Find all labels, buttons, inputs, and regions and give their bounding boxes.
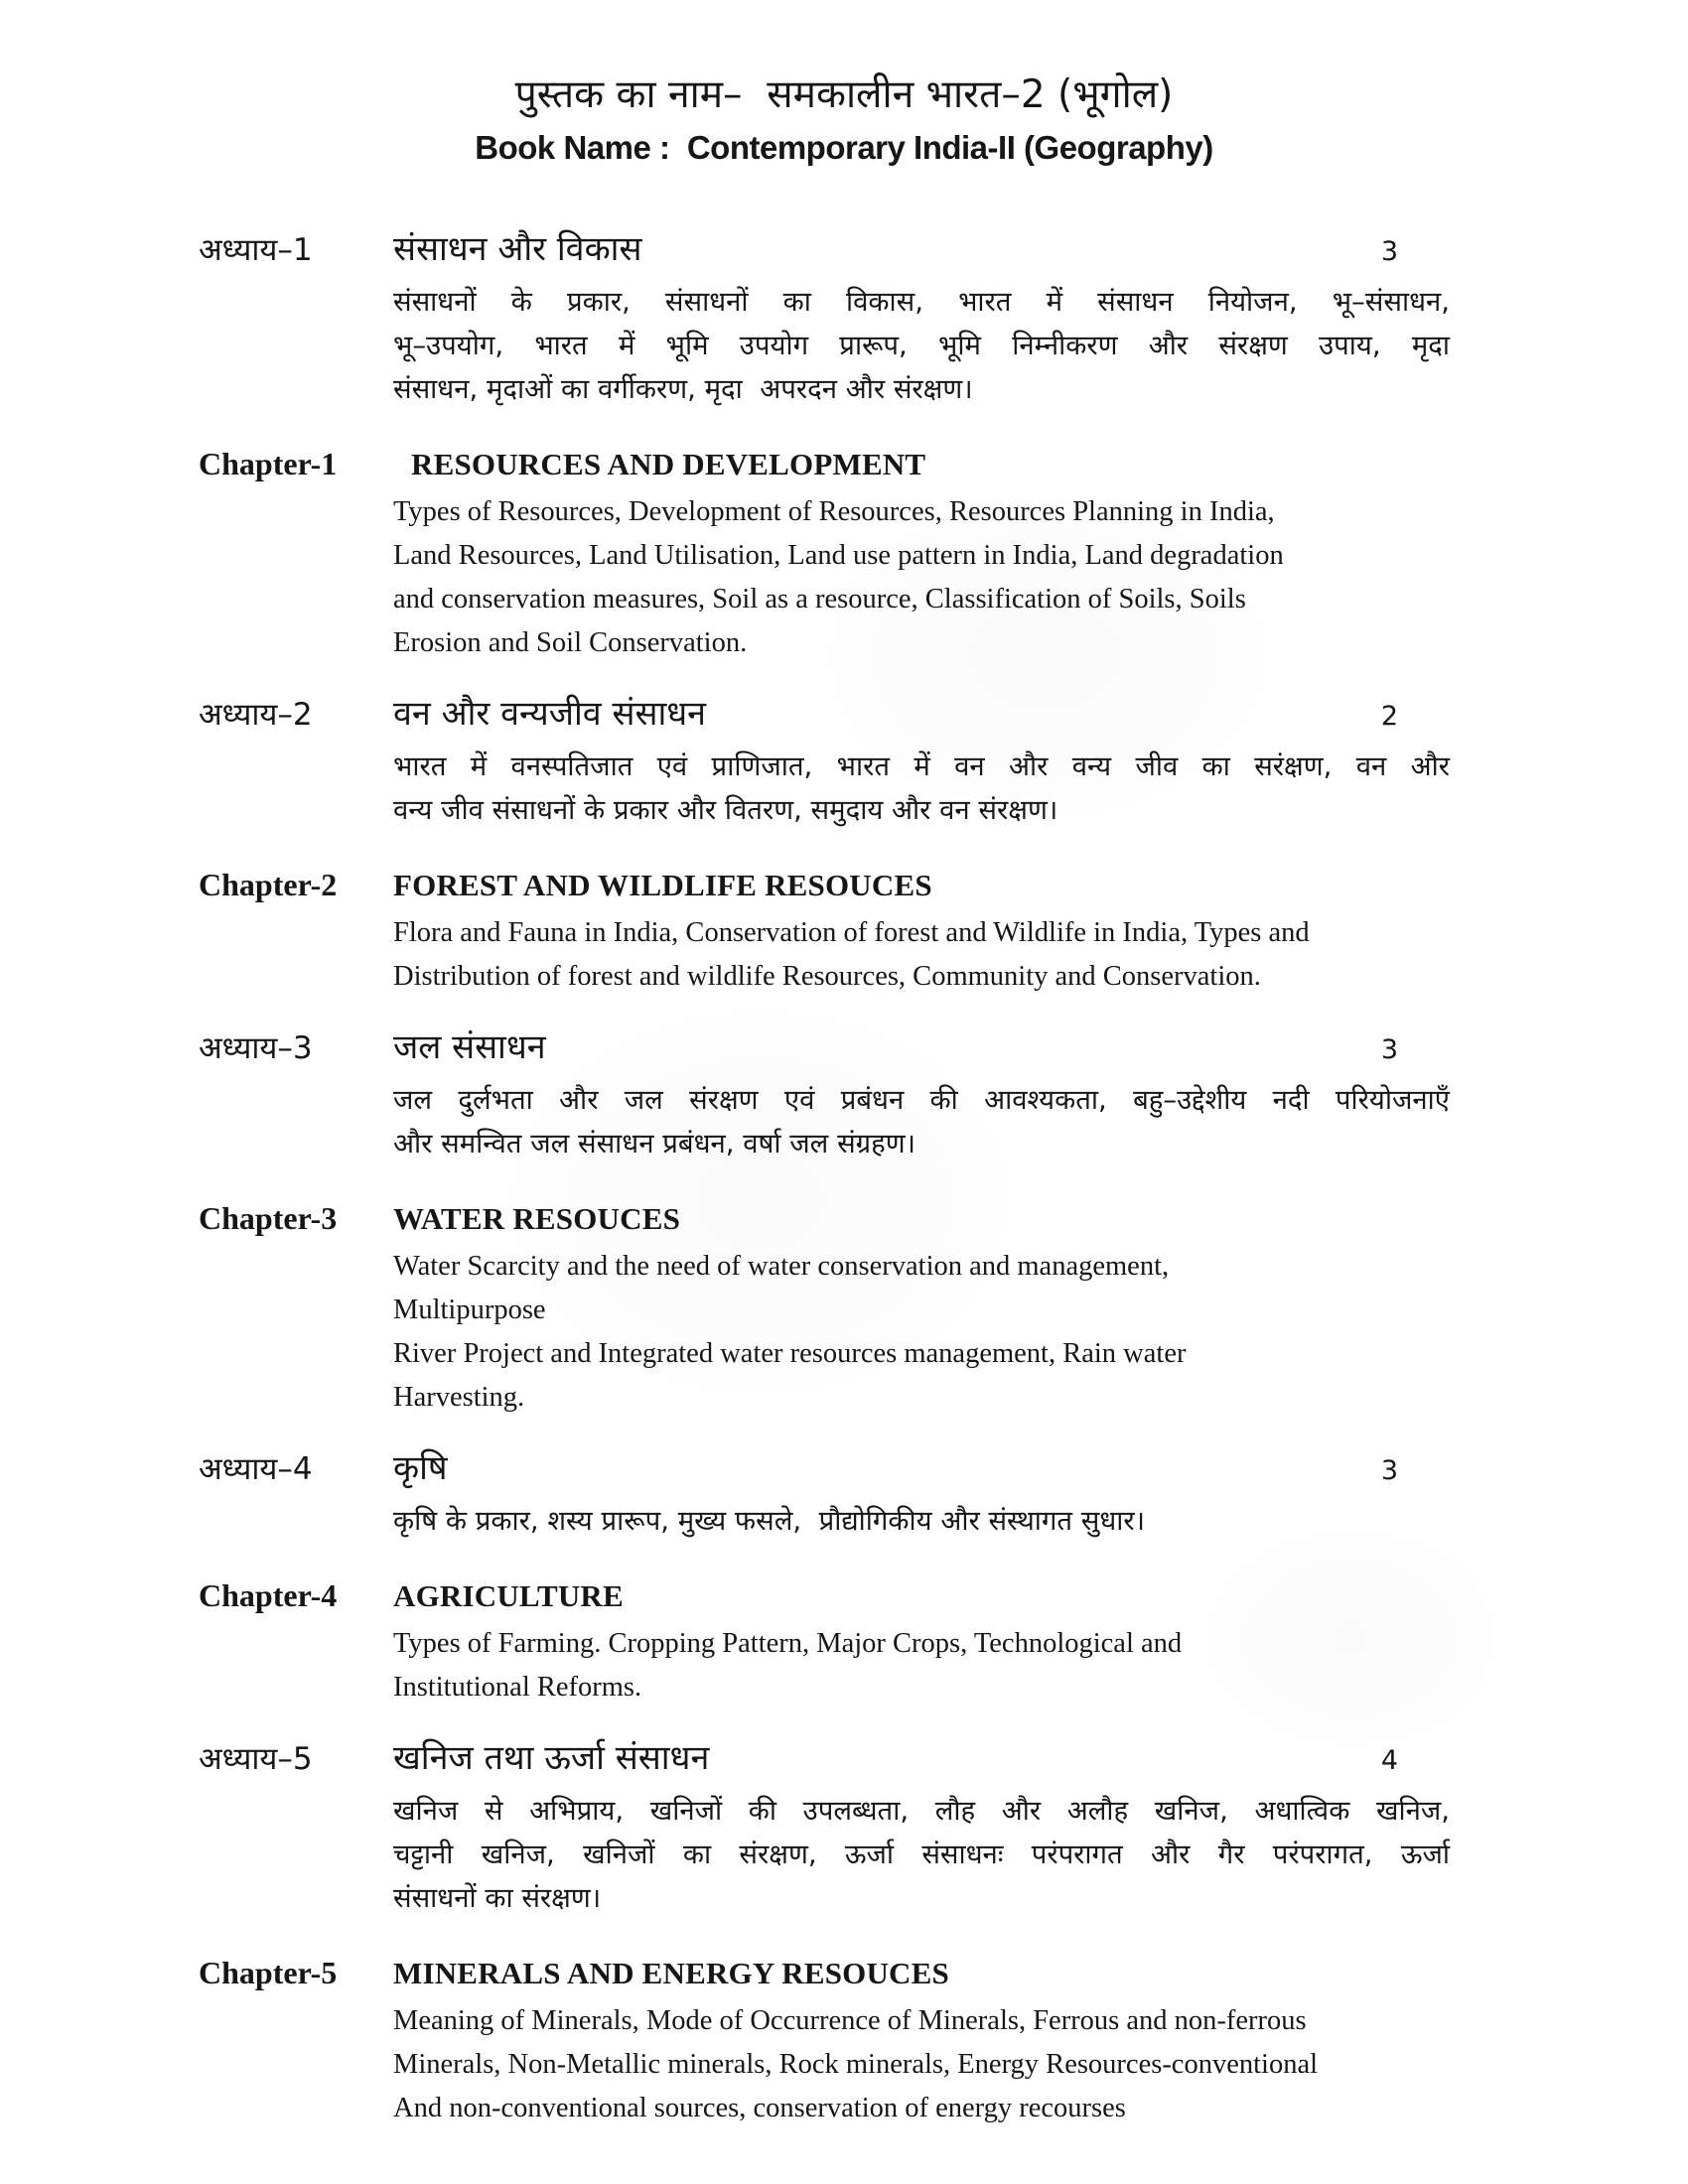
hindi-title-line — [393, 691, 1450, 740]
chapter-hindi-description — [393, 1789, 1450, 1920]
hindi-description-line: भारत में वनस्पतिजात एवं प्राणिजात, भारत में वन और वन्य जीव का सरंक्षण, वन और — [393, 751, 1450, 782]
chapter-english-label: Chapter-1 — [199, 446, 338, 481]
chapter-hindi-description — [393, 280, 1450, 411]
english-description-line: River Project and Integrated water resources management, Rain water — [393, 1338, 1187, 1369]
hindi-description-line: संसाधन, मृदाओं का वर्गीकरण, मृदा अपरदन और संरक्षण। — [393, 373, 973, 405]
hindi-description-row — [199, 275, 1450, 411]
english-description-line: Distribution of forest and wildlife Resources, Community and Conservation. — [393, 961, 1261, 992]
english-heading-row — [199, 1195, 1450, 1242]
english-description-line: Types of Farming. Cropping Pattern, Major Crops, Technological and — [393, 1628, 1183, 1659]
english-description-line: Land Resources, Land Utilisation, Land use pattern in India, Land degradation — [393, 540, 1284, 571]
chapter-hindi-label: अध्याय–3 — [199, 1030, 313, 1066]
hindi-description-line: और समन्वित जल संसाधन प्रबंधन, वर्षा जल संग्रहण। — [393, 1128, 916, 1160]
english-description-line: Harvesting. — [393, 1382, 525, 1413]
hindi-description-row — [199, 1073, 1450, 1165]
hindi-description-line: कृषि के प्रकार, शस्य प्रारूप, मुख्य फसले, प्रौद्योगिकीय और संस्थागत सुधार। — [393, 1505, 1146, 1537]
hindi-description-line: भू–उपयोग, भारत में भूमि उपयोग प्रारूप, भूमि निम्नीकरण और संरक्षण उपाय, मृदा — [393, 330, 1450, 361]
book-title-english: Book Name : Contemporary India-II (Geography) — [475, 129, 1213, 166]
title-block — [0, 69, 1688, 171]
chapter-english-description — [393, 490, 1450, 665]
chapter-english-title: MINERALS AND ENERGY RESOUCES — [393, 1956, 949, 1990]
chapter-section — [199, 1445, 1450, 1709]
hindi-description-line: वन्य जीव संसाधनों के प्रकार और वितरण, समुदाय और वन संरक्षण। — [393, 794, 1058, 826]
chapter-english-title: AGRICULTURE — [393, 1578, 624, 1613]
english-heading-row — [199, 441, 1450, 487]
english-description-line: Erosion and Soil Conservation. — [393, 627, 748, 658]
hindi-description-line: जल दुर्लभता और जल संरक्षण एवं प्रबंधन की आवश्यकता, बहु–उद्देशीय नदी परियोजनाएँ — [393, 1084, 1450, 1116]
chapter-english-description — [393, 1622, 1450, 1709]
chapter-hindi-title: जल संसाधन — [393, 1027, 546, 1067]
chapter-hindi-label: अध्याय–5 — [199, 1741, 313, 1777]
english-description-row — [199, 1619, 1450, 1709]
chapter-page-number: 4 — [1380, 1745, 1398, 1776]
english-description-line: Water Scarcity and the need of water conservation and management, — [393, 1251, 1170, 1282]
chapter-english-label: Chapter-2 — [199, 867, 338, 902]
chapter-english-title: RESOURCES AND DEVELOPMENT — [411, 447, 926, 481]
hindi-heading-row — [199, 1024, 1450, 1073]
english-description-line: Institutional Reforms. — [393, 1672, 642, 1703]
english-heading-row — [199, 1950, 1450, 1996]
chapter-hindi-title: कृषि — [393, 1448, 448, 1488]
english-description-line: Types of Resources, Development of Resources, Resources Planning in India, — [393, 496, 1275, 527]
chapter-section — [199, 691, 1450, 999]
chapter-english-description — [393, 1245, 1450, 1420]
chapter-hindi-label: अध्याय–1 — [199, 232, 313, 268]
chapter-hindi-label: अध्याय–2 — [199, 697, 313, 733]
hindi-description-row — [199, 740, 1450, 832]
english-description-row — [199, 1242, 1450, 1420]
chapter-page-number: 3 — [1380, 236, 1398, 267]
hindi-title-line — [393, 1735, 1450, 1784]
english-description-row — [199, 1996, 1450, 2130]
english-description-row — [199, 487, 1450, 665]
chapter-section — [199, 1735, 1450, 2130]
english-heading-row — [199, 1572, 1450, 1619]
chapter-page-number: 3 — [1380, 1455, 1398, 1486]
chapter-hindi-description — [393, 745, 1450, 832]
hindi-description-row — [199, 1784, 1450, 1920]
english-description-line: And non-conventional sources, conservation of energy recourses — [393, 2093, 1126, 2123]
book-title-hindi: पुस्तक का नाम– समकालीन भारत–2 (भूगोल) — [514, 72, 1174, 117]
hindi-description-line: संसाधनों का संरक्षण। — [393, 1882, 602, 1914]
chapter-english-label: Chapter-3 — [199, 1200, 338, 1236]
english-description-line: Flora and Fauna in India, Conservation of forest and Wildlife in India, Types and — [393, 917, 1310, 948]
chapter-section — [199, 1024, 1450, 1420]
chapter-english-label: Chapter-4 — [199, 1577, 338, 1613]
hindi-description-line: चट्टानी खनिज, खनिजों का संरक्षण, ऊर्जा संसाधनः परंपरागत और गैर परंपरागत, ऊर्जा — [393, 1839, 1450, 1870]
chapter-hindi-description — [393, 1499, 1450, 1543]
english-description-line: Multipurpose — [393, 1295, 546, 1325]
hindi-heading-row — [199, 1445, 1450, 1494]
english-description-row — [199, 908, 1450, 999]
english-description-line: and conservation measures, Soil as a resource, Classification of Soils, Soils — [393, 584, 1246, 614]
chapter-english-description — [393, 1999, 1450, 2130]
chapter-english-description — [393, 911, 1450, 999]
hindi-title-line — [393, 1024, 1450, 1073]
hindi-description-line: संसाधनों के प्रकार, संसाधनों का विकास, भारत में संसाधन नियोजन, भू–संसाधन, — [393, 286, 1450, 318]
chapter-hindi-label: अध्याय–4 — [199, 1451, 313, 1487]
english-description-line: Meaning of Minerals, Mode of Occurrence of Minerals, Ferrous and non-ferrous — [393, 2005, 1307, 2036]
hindi-title-line — [393, 226, 1450, 275]
hindi-heading-row — [199, 226, 1450, 275]
chapter-hindi-description — [393, 1078, 1450, 1165]
hindi-description-line: खनिज से अभिप्राय, खनिजों की उपलब्धता, लौह और अलौह खनिज, अधात्विक खनिज, — [393, 1795, 1450, 1827]
chapter-list — [199, 226, 1450, 2130]
hindi-heading-row — [199, 691, 1450, 740]
chapter-page-number: 2 — [1380, 701, 1398, 732]
chapter-page-number: 3 — [1380, 1034, 1398, 1065]
chapter-hindi-title: वन और वन्यजीव संसाधन — [393, 694, 707, 734]
hindi-heading-row — [199, 1735, 1450, 1784]
chapter-section — [199, 226, 1450, 665]
english-description-line: Minerals, Non-Metallic minerals, Rock minerals, Energy Resources-conventional — [393, 2049, 1319, 2080]
chapter-hindi-title: खनिज तथा ऊर्जा संसाधन — [393, 1738, 710, 1778]
hindi-description-row — [199, 1494, 1450, 1543]
english-heading-row — [199, 862, 1450, 908]
chapter-english-title: WATER RESOUCES — [393, 1201, 681, 1236]
chapter-english-label: Chapter-5 — [199, 1955, 338, 1990]
chapter-english-title: FOREST AND WILDLIFE RESOUCES — [393, 868, 932, 902]
hindi-title-line — [393, 1445, 1450, 1494]
chapter-hindi-title: संसाधन और विकास — [393, 229, 642, 269]
